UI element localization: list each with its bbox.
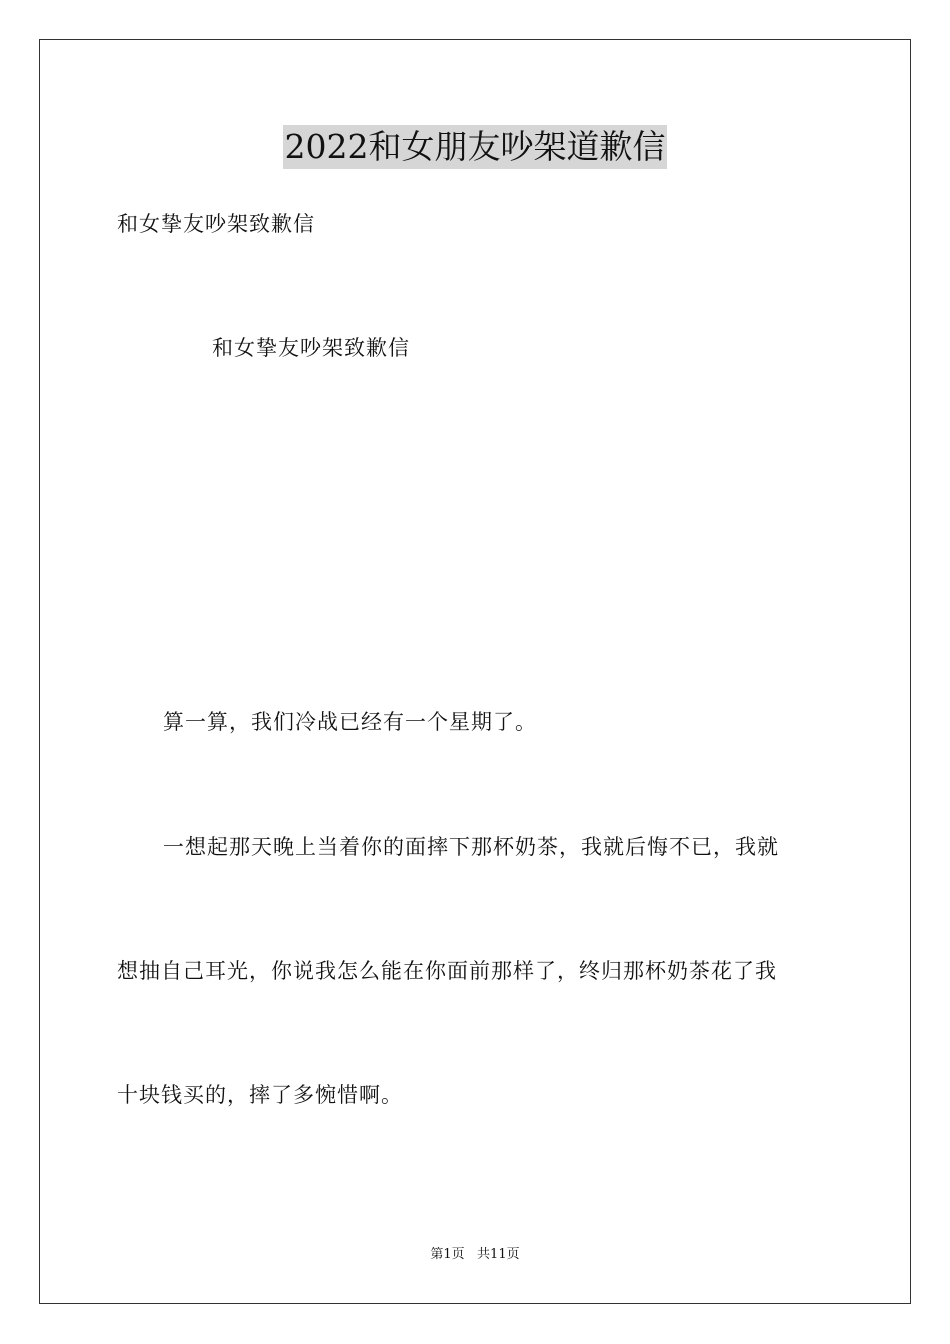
document-subtitle: 和女挚友吵架致歉信 xyxy=(117,212,315,236)
title-container xyxy=(0,125,950,169)
document-heading: 和女挚友吵架致歉信 xyxy=(212,336,410,360)
document-title: 2022和女朋友吵架道歉信 xyxy=(283,125,668,169)
body-line: 算一算，我们冷战已经有一个星期了。 xyxy=(163,710,537,734)
body-line: 十块钱买的，摔了多惋惜啊。 xyxy=(117,1083,403,1107)
page-footer: 第1页 共11页 xyxy=(430,1247,520,1262)
body-line: 一想起那天晚上当着你的面摔下那杯奶茶，我就后悔不已，我就 xyxy=(163,835,779,859)
body-line: 想抽自己耳光，你说我怎么能在你面前那样了，终归那杯奶茶花了我 xyxy=(117,959,777,983)
